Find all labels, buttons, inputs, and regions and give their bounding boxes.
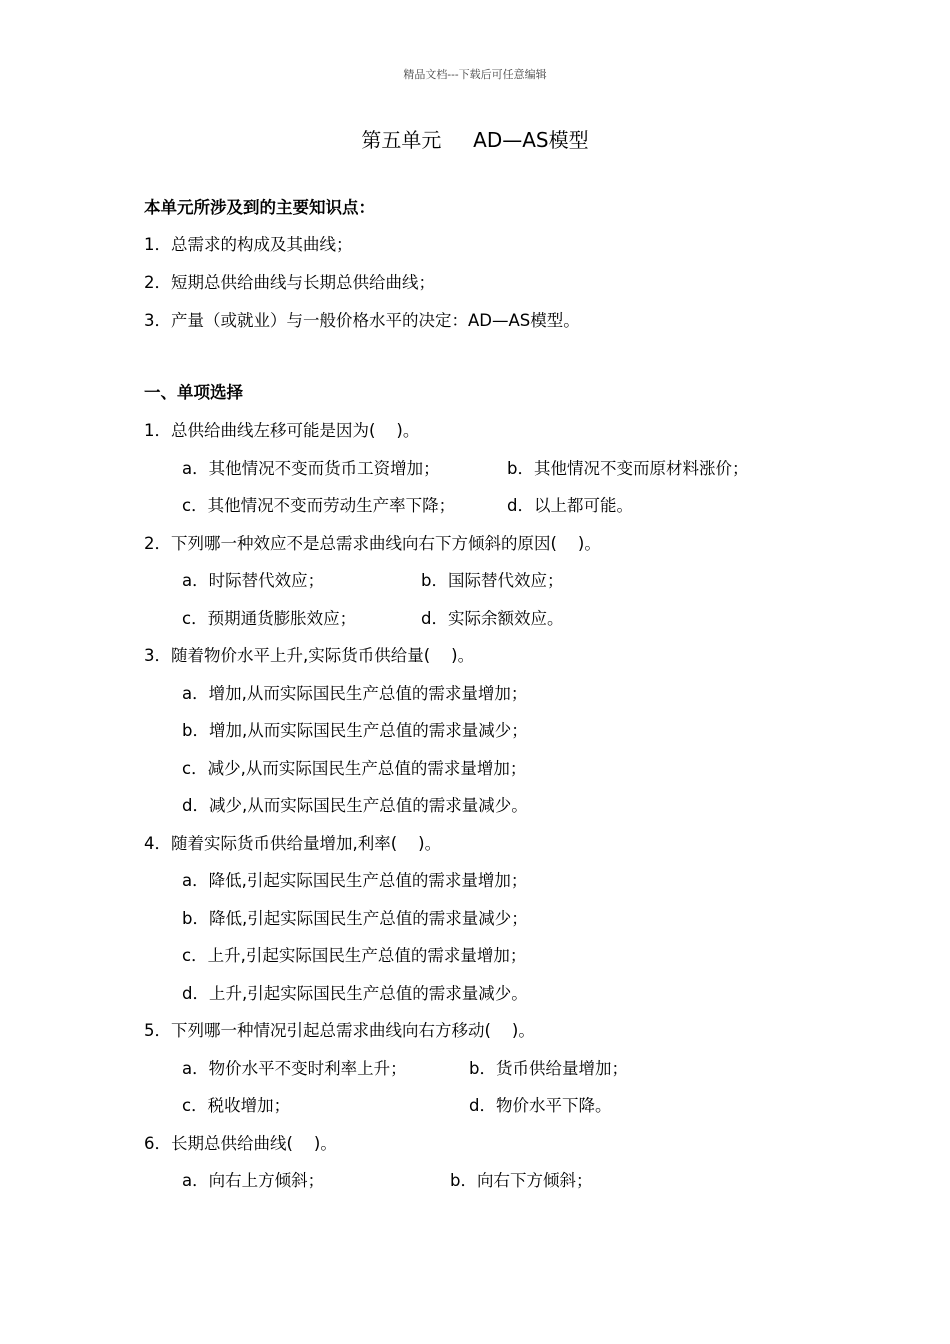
option: a．时际替代效应； bbox=[182, 571, 325, 590]
option: c．税收增加； bbox=[182, 1096, 291, 1115]
question-stem: 1．总供给曲线左移可能是因为( )。 bbox=[144, 421, 420, 440]
question-stem: 6．长期总供给曲线( )。 bbox=[144, 1134, 337, 1153]
question-stem: 3．随着物价水平上升,实际货币供给量( )。 bbox=[144, 646, 475, 665]
option: c．预期通货膨胀效应； bbox=[182, 609, 357, 628]
knowledge-heading: 本单元所涉及到的主要知识点： bbox=[144, 198, 375, 217]
section-heading: 一、单项选择 bbox=[144, 383, 243, 402]
option: b．降低,引起实际国民生产总值的需求量减少； bbox=[182, 909, 528, 928]
option: d．物价水平下降。 bbox=[469, 1096, 612, 1115]
knowledge-item: 3．产量（或就业）与一般价格水平的决定：AD—AS模型。 bbox=[144, 311, 580, 330]
option: d．减少,从而实际国民生产总值的需求量减少。 bbox=[182, 796, 528, 815]
option: b．国际替代效应； bbox=[421, 571, 564, 590]
knowledge-item: 1．总需求的构成及其曲线； bbox=[144, 235, 353, 254]
option: a．降低,引起实际国民生产总值的需求量增加； bbox=[182, 871, 528, 890]
option: b．货币供给量增加； bbox=[469, 1059, 628, 1078]
option: b．增加,从而实际国民生产总值的需求量减少； bbox=[182, 721, 528, 740]
option: d．实际余额效应。 bbox=[421, 609, 564, 628]
option: a．增加,从而实际国民生产总值的需求量增加； bbox=[182, 684, 528, 703]
option: c．上升,引起实际国民生产总值的需求量增加； bbox=[182, 946, 527, 965]
question-stem: 2．下列哪一种效应不是总需求曲线向右下方倾斜的原因( )。 bbox=[144, 534, 601, 553]
option: a．其他情况不变而货币工资增加； bbox=[182, 459, 440, 478]
option: b．其他情况不变而原材料涨价； bbox=[507, 459, 749, 478]
option: c．减少,从而实际国民生产总值的需求量增加； bbox=[182, 759, 527, 778]
option: d．以上都可能。 bbox=[507, 496, 633, 515]
option: d．上升,引起实际国民生产总值的需求量减少。 bbox=[182, 984, 528, 1003]
question-stem: 4．随着实际货币供给量增加,利率( )。 bbox=[144, 834, 442, 853]
header-note: 精品文档---下载后可任意编辑 bbox=[403, 68, 547, 81]
option: a．向右上方倾斜； bbox=[182, 1171, 325, 1190]
page-title: 第五单元 AD—AS模型 bbox=[361, 128, 589, 152]
question-stem: 5．下列哪一种情况引起总需求曲线向右方移动( )。 bbox=[144, 1021, 535, 1040]
option: c．其他情况不变而劳动生产率下降； bbox=[182, 496, 456, 515]
option: a．物价水平不变时利率上升； bbox=[182, 1059, 407, 1078]
option: b．向右下方倾斜； bbox=[450, 1171, 593, 1190]
knowledge-item: 2．短期总供给曲线与长期总供给曲线； bbox=[144, 273, 435, 292]
